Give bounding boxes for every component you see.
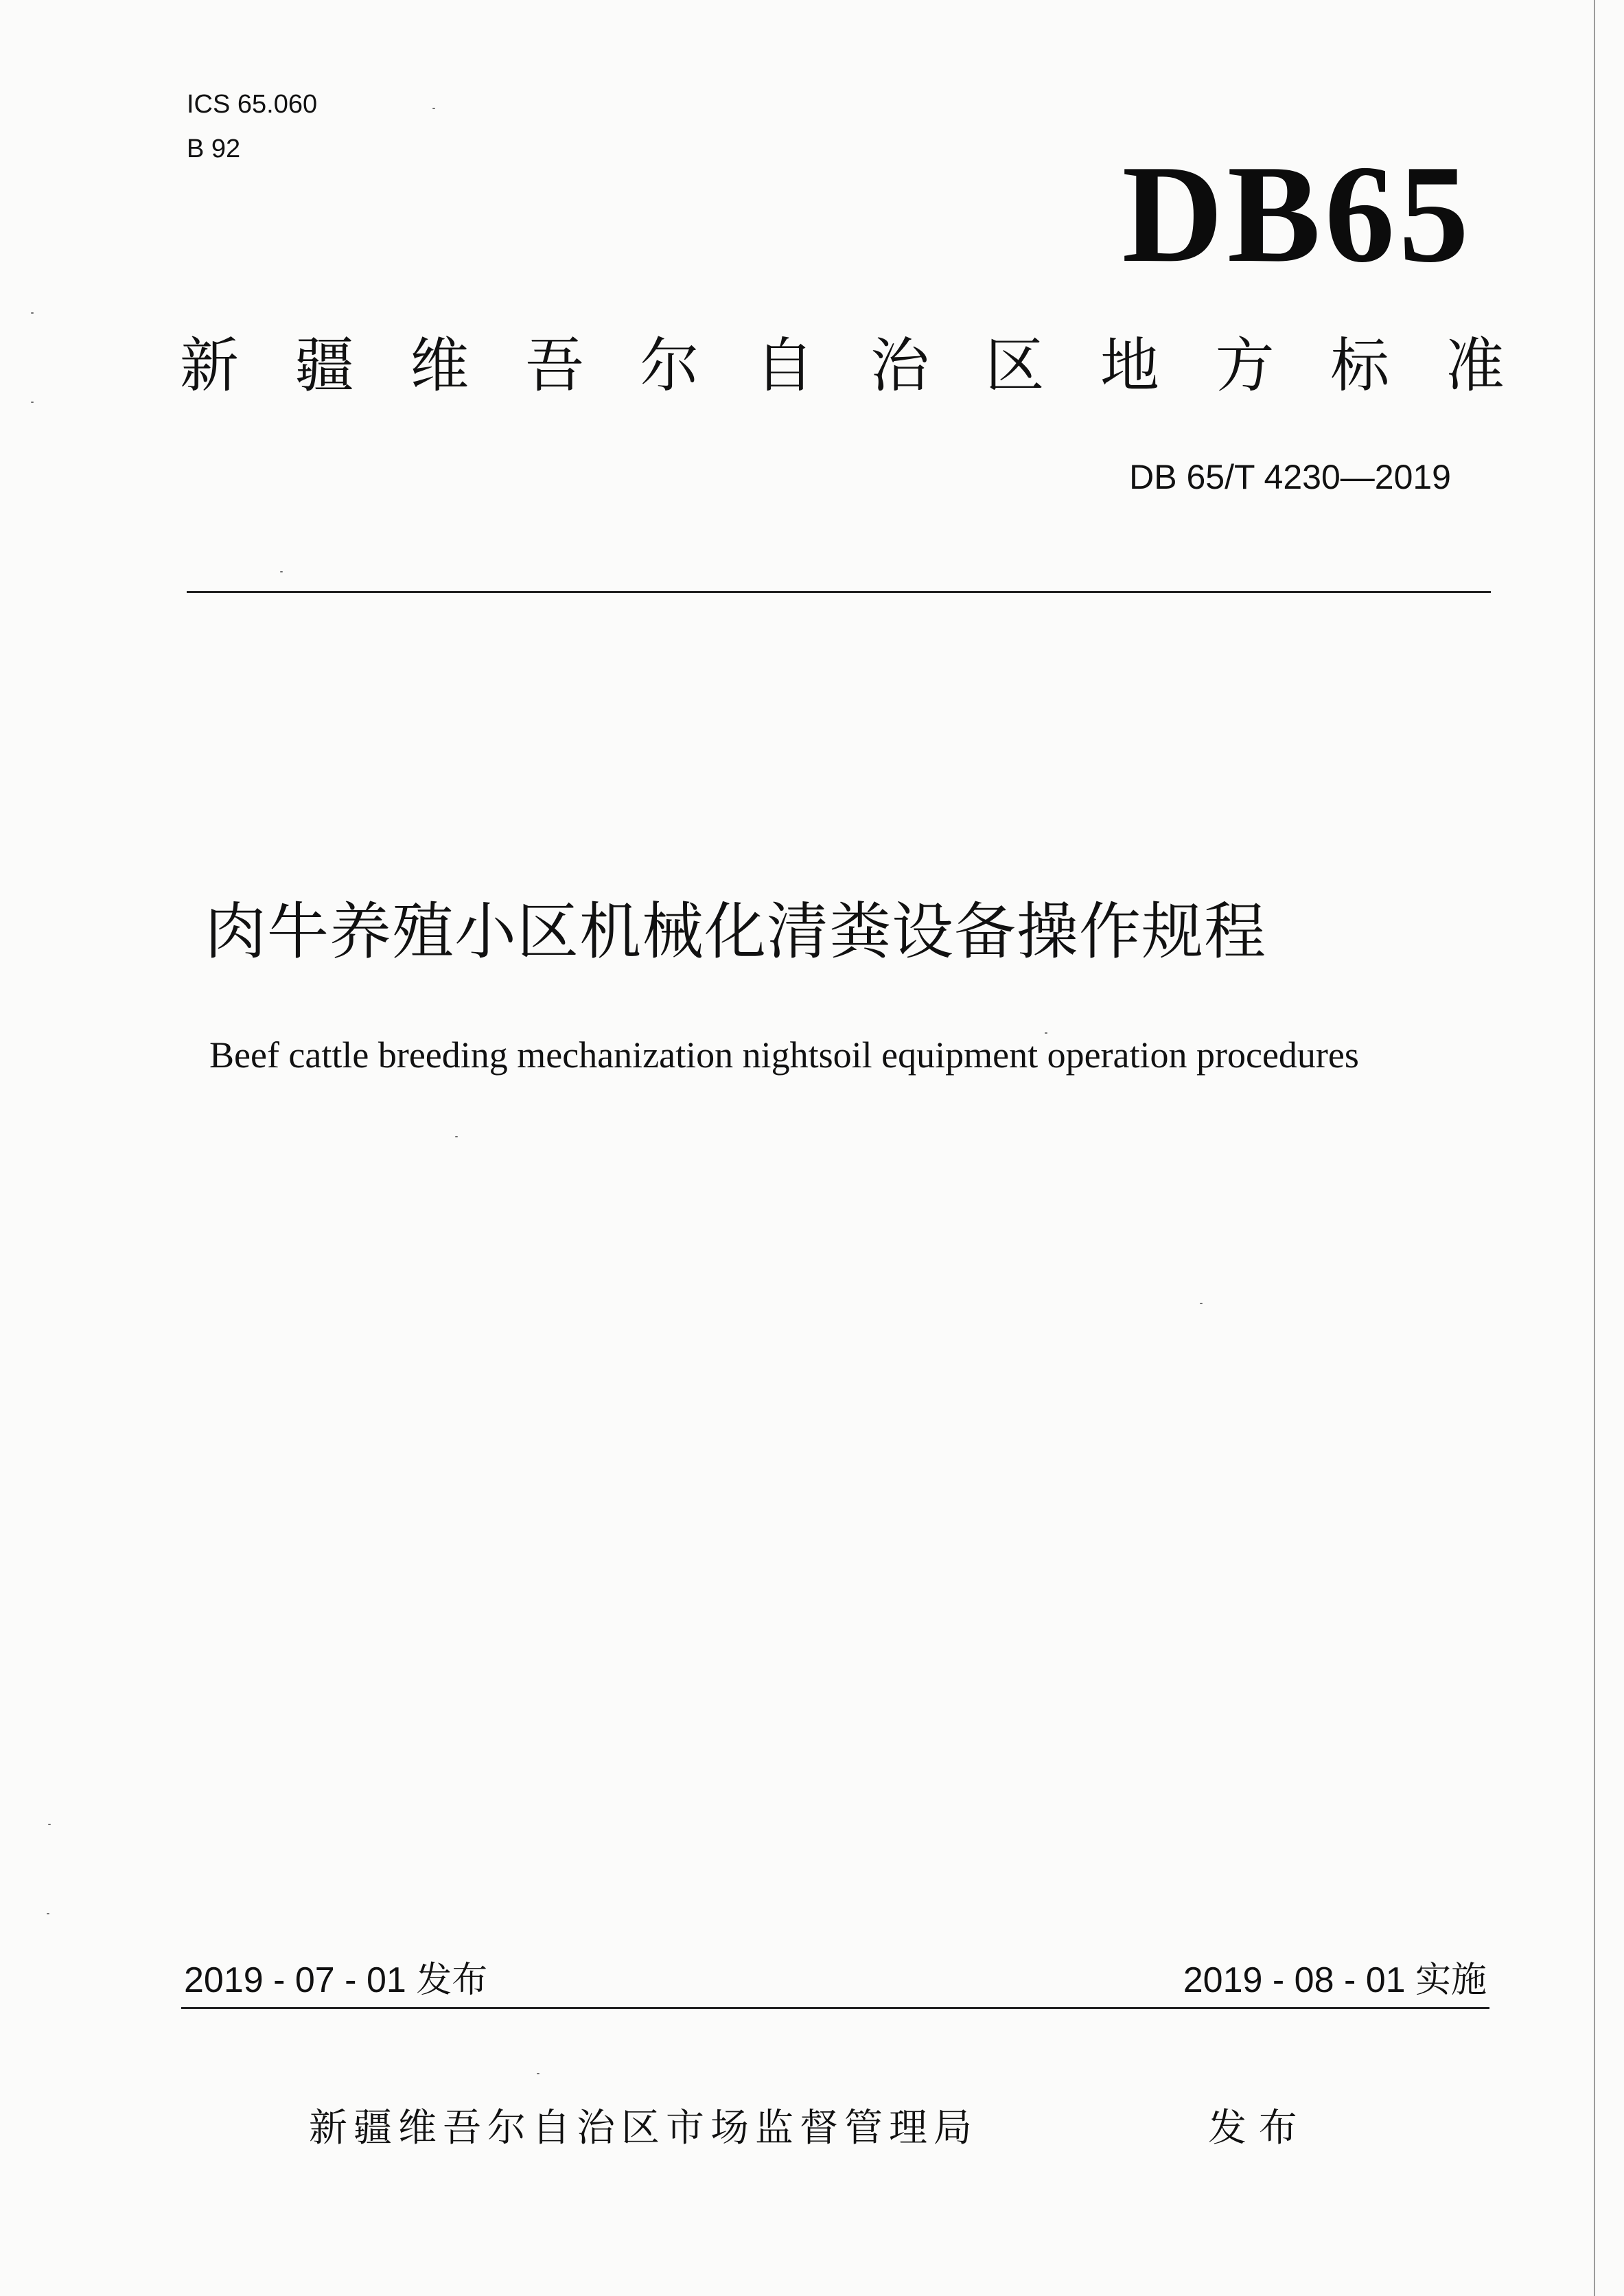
standard-type-char: 治 <box>870 332 929 400</box>
ccs-code: B 92 <box>187 135 241 163</box>
standard-type-char: 准 <box>1445 332 1505 400</box>
standard-number: DB 65/T 4230—2019 <box>1129 458 1451 496</box>
issuing-authority: 新疆维吾尔自治区市场监督管理局 <box>309 2106 978 2150</box>
standard-type-heading <box>180 328 1505 404</box>
standard-type-char: 尔 <box>640 332 699 400</box>
standard-type-char: 方 <box>1215 332 1275 400</box>
standard-type-char: 吾 <box>524 332 584 400</box>
scan-speck <box>432 108 435 109</box>
scan-speck <box>31 312 34 314</box>
standard-type-char: 地 <box>1100 332 1159 400</box>
scan-speck <box>48 1824 51 1825</box>
document-title-chinese: 肉牛养殖小区机械化清粪设备操作规程 <box>205 896 1266 968</box>
page-edge-line <box>1594 0 1595 2296</box>
scan-speck <box>537 2073 540 2074</box>
standard-type-char: 维 <box>410 332 469 400</box>
implementation-date: 2019 - 08 - 01 实施 <box>1183 1960 1487 2000</box>
issue-date: 2019 - 07 - 01 发布 <box>184 1960 488 2000</box>
scan-speck <box>1045 1032 1047 1034</box>
standard-logo: DB65 <box>1122 137 1473 292</box>
scan-speck <box>455 1136 458 1137</box>
date-divider <box>181 2007 1489 2009</box>
issue-statement: 发 布 <box>1208 2106 1297 2150</box>
document-title-english: Beef cattle breeding mechanization nightsoil equipment operation procedures <box>209 1034 1359 1076</box>
scan-speck <box>31 402 34 403</box>
header-divider <box>187 591 1491 593</box>
standard-type-char: 区 <box>985 332 1045 400</box>
standard-type-char: 新 <box>180 332 239 400</box>
scan-speck <box>280 571 283 572</box>
standard-type-char: 疆 <box>294 332 354 400</box>
scan-speck <box>1200 1303 1203 1304</box>
ics-code: ICS 65.060 <box>187 90 318 119</box>
standard-type-char: 自 <box>755 332 815 400</box>
standard-type-char: 标 <box>1330 332 1390 400</box>
scan-speck <box>47 1913 49 1914</box>
